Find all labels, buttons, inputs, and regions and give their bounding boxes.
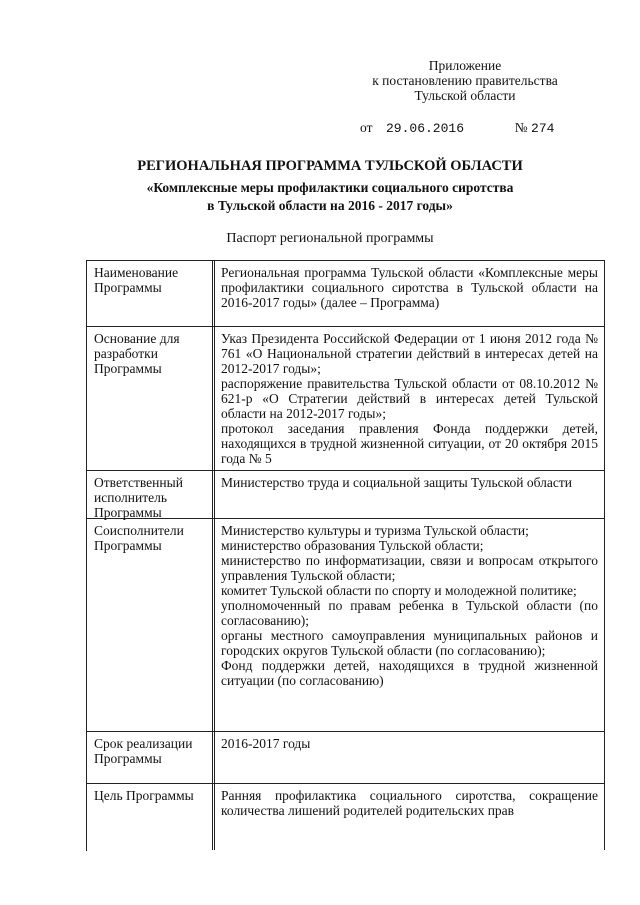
content-paragraph: комитет Тульской области по спорту и молодежной политике; xyxy=(221,583,577,598)
label-line: Программы xyxy=(94,361,162,376)
program-subtitle-line1: «Комплексные меры профилактики социального сиротства xyxy=(146,180,514,195)
appendix-line: Тульской области xyxy=(414,88,516,103)
content-paragraph: уполномоченный по правам ребенка в Тульской области (по согласованию); xyxy=(221,598,598,628)
row-label xyxy=(87,784,215,850)
content-paragraph: Министерство труда и социальной защиты Тульской области xyxy=(221,475,573,490)
label-line: Программы xyxy=(94,505,162,520)
table-row xyxy=(87,519,605,732)
content-paragraph: Ранняя профилактика социального сиротства, сокращение количества лишений родителей родительских прав xyxy=(221,788,598,818)
label-line: Программы xyxy=(94,538,162,553)
row-content xyxy=(215,519,605,731)
row-label xyxy=(87,732,215,783)
row-content xyxy=(215,732,605,783)
label-line: Наименование xyxy=(94,265,179,280)
program-title: РЕГИОНАЛЬНАЯ ПРОГРАММА ТУЛЬСКОЙ ОБЛАСТИ xyxy=(137,158,523,174)
table-row xyxy=(87,261,605,327)
content-paragraph: Региональная программа Тульской области «Комплексные меры профилактики социального сиротства в Тульской области на 2016-2017 годы» (далее – Программа) xyxy=(221,265,598,310)
decree-reference xyxy=(360,120,600,136)
number-prefix: № xyxy=(514,120,528,135)
row-label xyxy=(87,327,215,470)
content-paragraph: протокол заседания правления Фонда поддержки детей, находящихся в трудной жизненной ситуации, от 20 октября 2015 года № 5 xyxy=(221,421,598,466)
row-label xyxy=(87,519,215,731)
label-line: Основание для xyxy=(94,331,180,346)
table-row xyxy=(87,471,605,519)
row-label xyxy=(87,471,215,518)
label-line: исполнитель xyxy=(94,490,167,505)
label-line: Программы xyxy=(94,280,162,295)
program-subtitle-line2: в Тульской области на 2016 - 2017 годы» xyxy=(207,198,453,213)
label-line: Программы xyxy=(94,751,162,766)
content-paragraph: Указ Президента Российской Федерации от 1 июня 2012 года № 761 «О Национальной стратегии действий в интересах детей на 2012-2017 годы»; xyxy=(221,331,598,376)
row-content xyxy=(215,471,605,518)
appendix-line: Приложение xyxy=(428,58,502,73)
row-label xyxy=(87,261,215,326)
decree-date: 29.06.2016 xyxy=(385,121,464,136)
label-line: Соисполнители xyxy=(94,523,184,538)
label-line: разработки xyxy=(94,346,158,361)
passport-table xyxy=(86,260,605,851)
row-content xyxy=(215,784,605,850)
content-paragraph: 2016-2017 годы xyxy=(221,736,311,751)
row-content xyxy=(215,327,605,470)
row-content xyxy=(215,261,605,326)
table-row xyxy=(87,732,605,784)
content-paragraph: министерство по информатизации, связи и вопросам открытого управления Тульской области; xyxy=(221,553,598,583)
label-line: Ответственный xyxy=(94,475,183,490)
content-paragraph: Фонд поддержки детей, находящихся в трудной жизненной ситуации (по согласованию) xyxy=(221,658,598,688)
content-paragraph: Министерство культуры и туризма Тульской области; xyxy=(221,523,529,538)
label-line: Цель Программы xyxy=(94,788,194,803)
table-row xyxy=(87,784,605,850)
label-line: Срок реализации xyxy=(94,736,193,751)
table-row xyxy=(87,327,605,471)
content-paragraph: министерство образования Тульской области; xyxy=(221,538,484,553)
content-paragraph: распоряжение правительства Тульской области от 08.10.2012 № 621-р «О Стратегии действий в интересах детей Тульской области на 2012-2017 годы»; xyxy=(221,376,598,421)
passport-heading: Паспорт региональной программы xyxy=(226,231,434,246)
appendix-line: к постановлению правительства xyxy=(372,73,558,88)
appendix-header xyxy=(340,58,590,103)
decree-number: 274 xyxy=(531,121,555,136)
content-paragraph: органы местного самоуправления муниципальных районов и городских округов Тульской области (по согласованию); xyxy=(221,628,598,658)
date-prefix: от xyxy=(360,120,373,135)
